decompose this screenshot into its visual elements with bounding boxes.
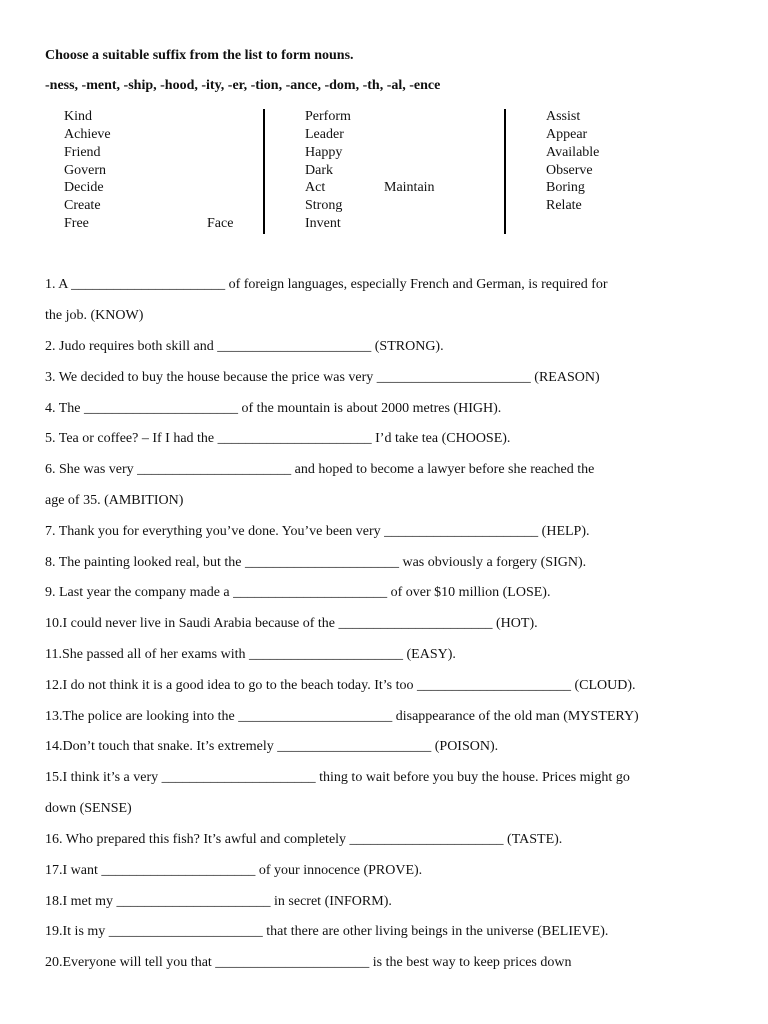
exercise-line: 16. Who prepared this fish? It’s awful and completely ______________________ (TASTE). xyxy=(45,832,563,847)
word-item: Leader xyxy=(305,127,344,142)
word-item: Invent xyxy=(305,216,341,231)
word-item: Observe xyxy=(546,163,593,178)
exercise-line: 12.I do not think it is a good idea to go to the beach today. It’s too ______________________ (CLOUD). xyxy=(45,678,636,693)
exercise-line: age of 35. (AMBITION) xyxy=(45,493,184,508)
exercise-line: 2. Judo requires both skill and ______________________ (STRONG). xyxy=(45,339,444,354)
exercise-line: down (SENSE) xyxy=(45,801,132,816)
word-item: Act xyxy=(305,180,326,195)
word-item: Strong xyxy=(305,198,343,213)
exercise-line: 6. She was very ______________________ and hoped to become a lawyer before she reached the xyxy=(45,462,595,477)
word-item: Relate xyxy=(546,198,582,213)
column-divider xyxy=(263,109,265,234)
word-column-1 xyxy=(64,108,254,234)
exercise-line: 5. Tea or coffee? – If I had the ______________________ I’d take tea (CHOOSE). xyxy=(45,431,511,446)
word-item: Govern xyxy=(64,163,106,178)
exercise-line: 8. The painting looked real, but the ______________________ was obviously a forgery (SIGN). xyxy=(45,555,587,570)
word-item: Create xyxy=(64,198,101,213)
exercise-line: 13.The police are looking into the ______________________ disappearance of the old man (MYSTERY) xyxy=(45,709,639,724)
instructions-title: Choose a suitable suffix from the list to form nouns. xyxy=(45,48,354,63)
exercise-line: 20.Everyone will tell you that ______________________ is the best way to keep prices down xyxy=(45,955,572,970)
word-item: Appear xyxy=(546,127,588,142)
word-item: Dark xyxy=(305,163,333,178)
word-item: Decide xyxy=(64,180,104,195)
exercise-line: 4. The ______________________ of the mountain is about 2000 metres (HIGH). xyxy=(45,401,502,416)
word-column-3 xyxy=(546,108,696,234)
exercise-line: 15.I think it’s a very ______________________ thing to wait before you buy the house. Prices might go xyxy=(45,770,630,785)
exercise-line: 7. Thank you for everything you’ve done. You’ve been very ______________________ (HELP). xyxy=(45,524,590,539)
word-item: Perform xyxy=(305,109,351,124)
exercise-line: 18.I met my ______________________ in secret (INFORM). xyxy=(45,894,392,909)
word-item: Maintain xyxy=(384,180,435,195)
exercise-line: 9. Last year the company made a ______________________ of over $10 million (LOSE). xyxy=(45,585,551,600)
exercise-line: 19.It is my ______________________ that there are other living beings in the universe (BELIEVE). xyxy=(45,924,609,939)
exercise-line: 1. A ______________________ of foreign languages, especially French and German, is required for xyxy=(45,277,608,292)
exercise-line: 14.Don’t touch that snake. It’s extremely ______________________ (POISON). xyxy=(45,739,499,754)
word-item: Face xyxy=(207,216,234,231)
suffix-list: -ness, -ment, -ship, -hood, -ity, -er, -tion, -ance, -dom, -th, -al, -ence xyxy=(45,78,441,93)
exercise-line: 17.I want ______________________ of your innocence (PROVE). xyxy=(45,863,423,878)
word-item: Assist xyxy=(546,109,581,124)
word-item: Available xyxy=(546,145,600,160)
word-column-2 xyxy=(305,108,495,234)
word-item: Kind xyxy=(64,109,92,124)
column-divider xyxy=(504,109,506,234)
word-item: Achieve xyxy=(64,127,111,142)
exercise-line: 10.I could never live in Saudi Arabia because of the ______________________ (HOT). xyxy=(45,616,538,631)
word-item: Boring xyxy=(546,180,585,195)
exercise-line: 3. We decided to buy the house because the price was very ______________________ (REASON) xyxy=(45,370,600,385)
word-item: Friend xyxy=(64,145,101,160)
exercise-line: the job. (KNOW) xyxy=(45,308,144,323)
word-item: Free xyxy=(64,216,89,231)
exercise-line: 11.She passed all of her exams with ______________________ (EASY). xyxy=(45,647,456,662)
word-item: Happy xyxy=(305,145,343,160)
